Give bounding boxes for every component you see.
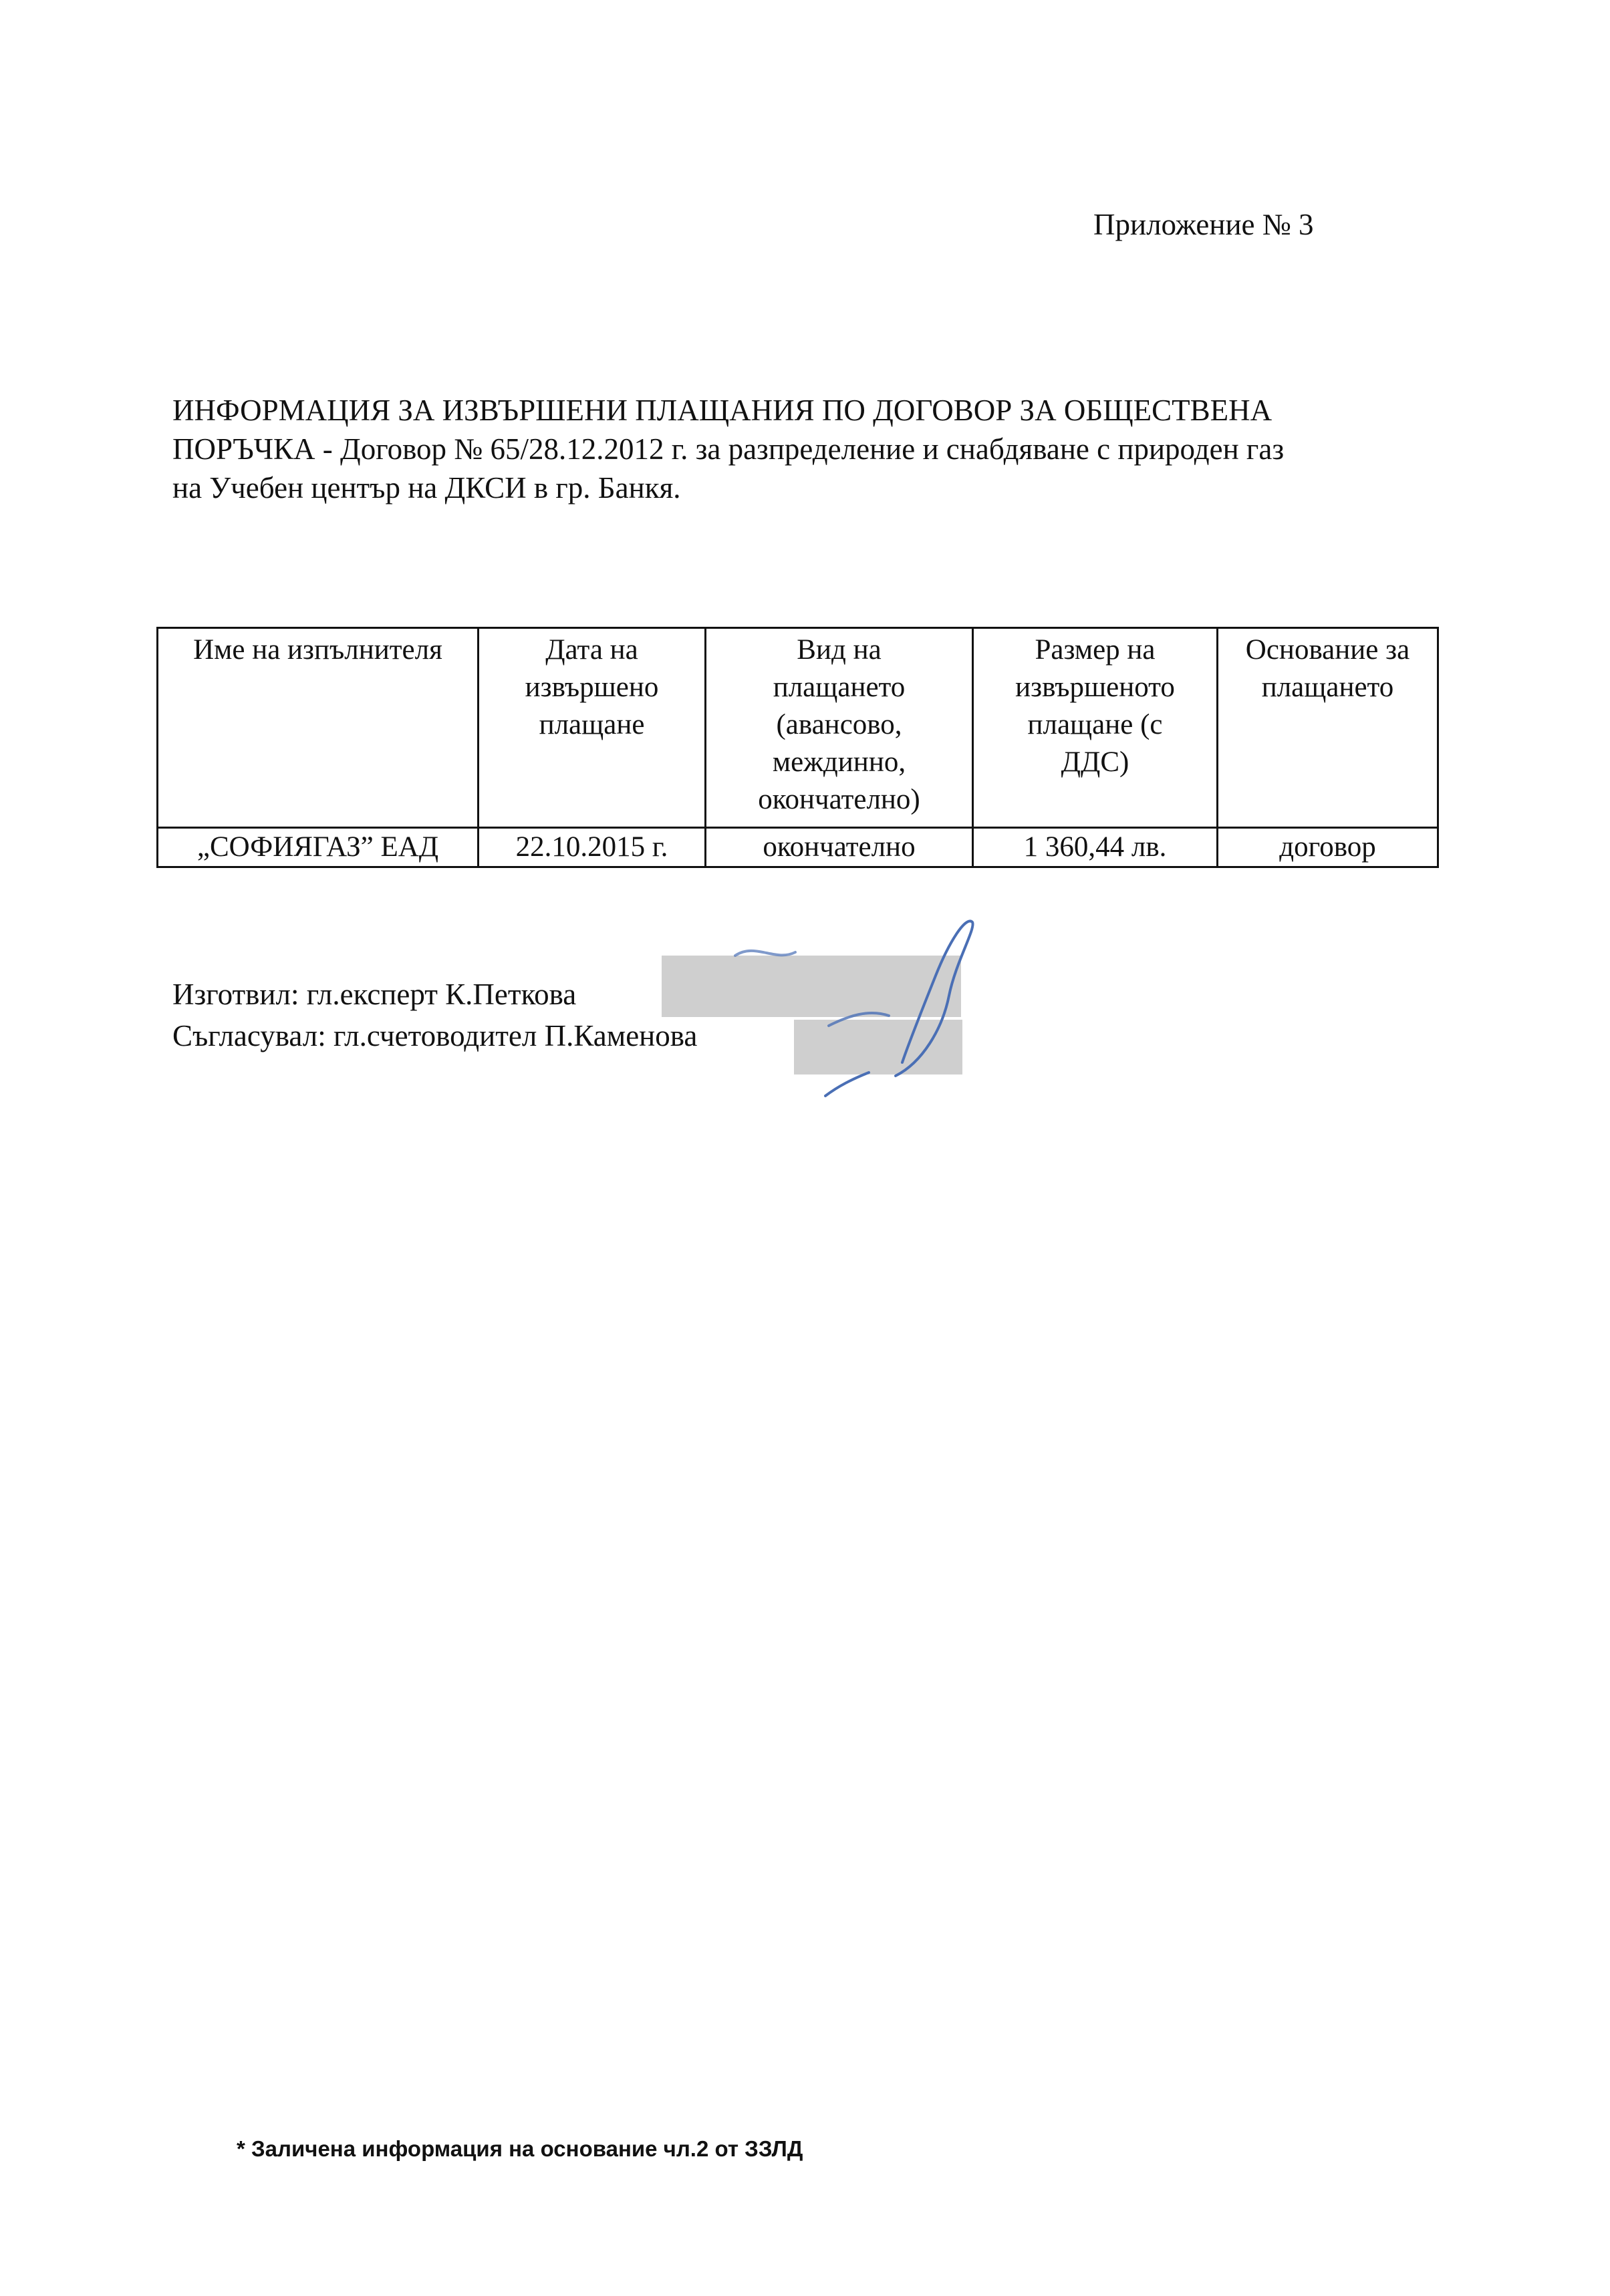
header-payment-type: [706, 628, 973, 828]
cell-payment-type: окончателно: [706, 828, 973, 867]
header-contractor-name: [158, 628, 479, 828]
header-line: Име на изпълнителя: [193, 634, 442, 666]
header-line: извършеното: [1015, 672, 1175, 703]
title-line-3: на Учебен център на ДКСИ в гр. Банкя.: [172, 471, 681, 505]
header-line: ДДС): [1061, 746, 1129, 778]
annex-label: Приложение № 3: [1093, 208, 1314, 241]
table-header-row: [158, 628, 1438, 828]
title-line-1: ИНФОРМАЦИЯ ЗА ИЗВЪРШЕНИ ПЛАЩАНИЯ ПО ДОГОВОР ЗА ОБЩЕСТВЕНА: [172, 394, 1272, 427]
header-line: плащане: [539, 709, 645, 740]
table-row: [158, 828, 1438, 867]
header-line: (авансово,: [776, 709, 902, 740]
header-line: Размер на: [1035, 634, 1156, 666]
header-payment-date: [479, 628, 706, 828]
header-line: Вид на: [797, 634, 882, 666]
prepared-by-line: Изготвил: гл.експерт К.Петкова: [172, 978, 577, 1011]
header-line: Дата на: [545, 634, 638, 666]
cell-payment-basis: договор: [1218, 828, 1438, 867]
header-line: плащането: [773, 672, 906, 703]
handwritten-signature: [695, 915, 1002, 1109]
header-line: Основание за: [1245, 634, 1410, 666]
cell-payment-date: 22.10.2015 г.: [479, 828, 706, 867]
header-line: плащането: [1261, 672, 1394, 703]
title-line-2: ПОРЪЧКА - Договор № 65/28.12.2012 г. за разпределение и снабдяване с природен газ: [172, 432, 1285, 466]
header-line: междинно,: [772, 746, 906, 778]
cell-contractor-name: „СОФИЯГАЗ” ЕАД: [158, 828, 479, 867]
redaction-footnote: * Заличена информация на основание чл.2 от ЗЗЛД: [237, 2136, 803, 2161]
header-line: окончателно): [758, 784, 920, 815]
header-line: плащане (с: [1027, 709, 1163, 740]
header-line: извършено: [525, 672, 659, 703]
header-payment-amount: [973, 628, 1218, 828]
document-title: [172, 391, 1469, 507]
approved-by-line: Съгласувал: гл.счетоводител П.Каменова: [172, 1019, 698, 1052]
cell-payment-amount: 1 360,44 лв.: [973, 828, 1218, 867]
header-payment-basis: [1218, 628, 1438, 828]
payments-table: [156, 627, 1439, 868]
